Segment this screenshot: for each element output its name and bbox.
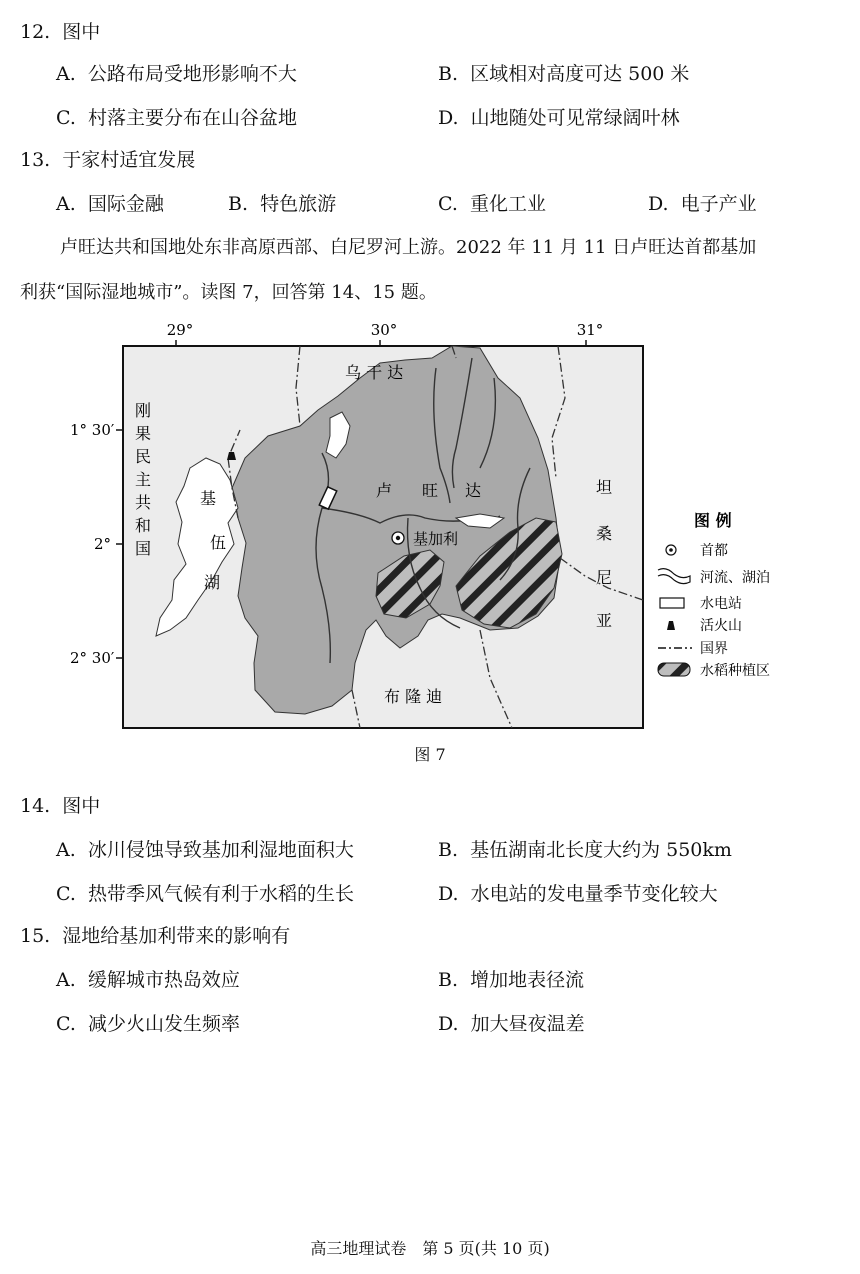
question-14 <box>20 794 100 818</box>
lake-kivu-char: 伍 <box>209 533 227 552</box>
legend-item-label: 河流、湖泊 <box>700 570 770 586</box>
option-letter: A. <box>56 63 76 85</box>
hydropower-icon <box>660 598 684 608</box>
rwanda-map-figure <box>60 318 800 738</box>
capital-label: 基加利 <box>413 530 459 548</box>
option-12-b[interactable] <box>438 62 689 86</box>
question-stem: 图中 <box>62 21 101 43</box>
option-text: 增加地表径流 <box>470 969 585 991</box>
option-text: 电子产业 <box>680 193 757 215</box>
drc-char: 刚 <box>134 401 152 420</box>
drc-char: 国 <box>134 539 152 558</box>
option-text: 公路布局受地形影响不大 <box>87 63 297 85</box>
country-label-rwanda-2: 旺 <box>422 481 439 500</box>
option-text: 村落主要分布在山谷盆地 <box>87 107 297 129</box>
option-letter: D. <box>438 107 459 129</box>
question-stem: 图中 <box>62 795 101 817</box>
lake-kivu-char: 基 <box>199 489 217 508</box>
longitude-label-30: 30° <box>370 321 398 339</box>
capital-dot <box>669 548 673 552</box>
option-15-b[interactable] <box>438 968 584 992</box>
question-number: 12. <box>20 21 51 43</box>
figure-caption: 图 7 <box>414 745 446 764</box>
legend-item-label: 水电站 <box>700 596 742 612</box>
river-lake-icon <box>658 569 690 584</box>
option-letter: D. <box>438 883 459 905</box>
country-label-rwanda-1: 卢 <box>376 481 393 500</box>
option-letter: B. <box>228 193 249 215</box>
country-label-rwanda-3: 达 <box>465 481 482 500</box>
option-text: 特色旅游 <box>260 193 337 215</box>
option-15-c[interactable] <box>56 1012 240 1036</box>
volcano-icon <box>667 621 675 630</box>
option-14-a[interactable] <box>56 838 354 862</box>
option-letter: A. <box>56 839 76 861</box>
option-letter: D. <box>648 193 669 215</box>
country-label-drc <box>135 401 151 558</box>
question-13 <box>20 148 195 172</box>
option-14-d[interactable] <box>438 882 718 906</box>
option-14-b[interactable] <box>438 838 732 862</box>
lake-kivu-char: 湖 <box>203 573 221 592</box>
option-letter: C. <box>438 193 458 215</box>
capital-dot <box>396 536 400 540</box>
option-text: 基伍湖南北长度大约为 550km <box>470 839 732 861</box>
legend-item-label: 国界 <box>700 641 728 657</box>
question-stem: 湿地给基加利带来的影响有 <box>62 925 291 947</box>
tanzania-char: 尼 <box>595 568 613 587</box>
page-footer: 高三地理试卷 第 5 页(共 10 页) <box>310 1239 550 1258</box>
option-letter: C. <box>56 883 76 905</box>
question-15 <box>20 924 290 948</box>
option-letter: A. <box>56 193 76 215</box>
rice-area-icon <box>658 663 690 676</box>
passage-line-1: 卢旺达共和国地处东非高原西部、白尼罗河上游。2022 年 11 月 11 日卢旺达首都基加 <box>60 237 757 258</box>
option-text: 热带季风气候有利于水稻的生长 <box>87 883 354 905</box>
legend-item-label: 活火山 <box>700 618 742 634</box>
tanzania-char: 坦 <box>595 478 613 497</box>
drc-char: 果 <box>134 424 152 443</box>
drc-char: 主 <box>134 470 152 489</box>
tanzania-char: 亚 <box>595 611 613 630</box>
option-13-d[interactable] <box>648 192 757 216</box>
latitude-label-2: 2° <box>94 535 112 553</box>
option-text: 减少火山发生频率 <box>87 1013 240 1035</box>
option-letter: C. <box>56 1013 76 1035</box>
option-12-a[interactable] <box>56 62 297 86</box>
tanzania-char: 桑 <box>595 524 613 543</box>
drc-char: 民 <box>134 447 152 466</box>
country-label-burundi: 布 隆 迪 <box>384 687 443 706</box>
option-14-c[interactable] <box>56 882 354 906</box>
option-letter: C. <box>56 107 76 129</box>
latitude-label-2-30: 2° 30′ <box>70 649 115 667</box>
country-label-uganda: 乌 干 达 <box>345 363 404 382</box>
option-text: 加大昼夜温差 <box>470 1013 585 1035</box>
option-text: 重化工业 <box>469 193 546 215</box>
option-text: 区域相对高度可达 500 米 <box>470 63 690 85</box>
question-number: 14. <box>20 795 51 817</box>
option-letter: B. <box>438 63 459 85</box>
question-12 <box>20 20 100 44</box>
question-number: 13. <box>20 149 51 171</box>
passage-line-2: 利获“国际湿地城市”。读图 7，回答第 14、15 题。 <box>20 282 437 303</box>
option-12-c[interactable] <box>56 106 297 130</box>
longitude-label-29: 29° <box>166 321 194 339</box>
option-text: 冰川侵蚀导致基加利湿地面积大 <box>87 839 354 861</box>
option-13-b[interactable] <box>228 192 336 216</box>
option-letter: A. <box>56 969 76 991</box>
map-legend <box>658 511 770 679</box>
question-stem: 于家村适宜发展 <box>62 149 196 171</box>
option-13-c[interactable] <box>438 192 546 216</box>
legend-item-label: 首都 <box>700 543 728 559</box>
latitude-label-1-30: 1° 30′ <box>70 421 115 439</box>
option-text: 国际金融 <box>87 193 164 215</box>
option-letter: D. <box>438 1013 459 1035</box>
option-text: 水电站的发电量季节变化较大 <box>470 883 718 905</box>
option-text: 山地随处可见常绿阔叶林 <box>470 107 680 129</box>
drc-char: 共 <box>134 493 152 512</box>
drc-char: 和 <box>134 516 152 535</box>
legend-title: 图 例 <box>694 511 732 530</box>
legend-item-label: 水稻种植区 <box>700 663 770 679</box>
option-text: 缓解城市热岛效应 <box>87 969 240 991</box>
option-letter: B. <box>438 839 459 861</box>
option-15-a[interactable] <box>56 968 240 992</box>
longitude-label-31: 31° <box>576 321 604 339</box>
option-letter: B. <box>438 969 459 991</box>
option-12-d[interactable] <box>438 106 680 130</box>
question-number: 15. <box>20 925 51 947</box>
option-15-d[interactable] <box>438 1012 585 1036</box>
option-13-a[interactable] <box>56 192 164 216</box>
